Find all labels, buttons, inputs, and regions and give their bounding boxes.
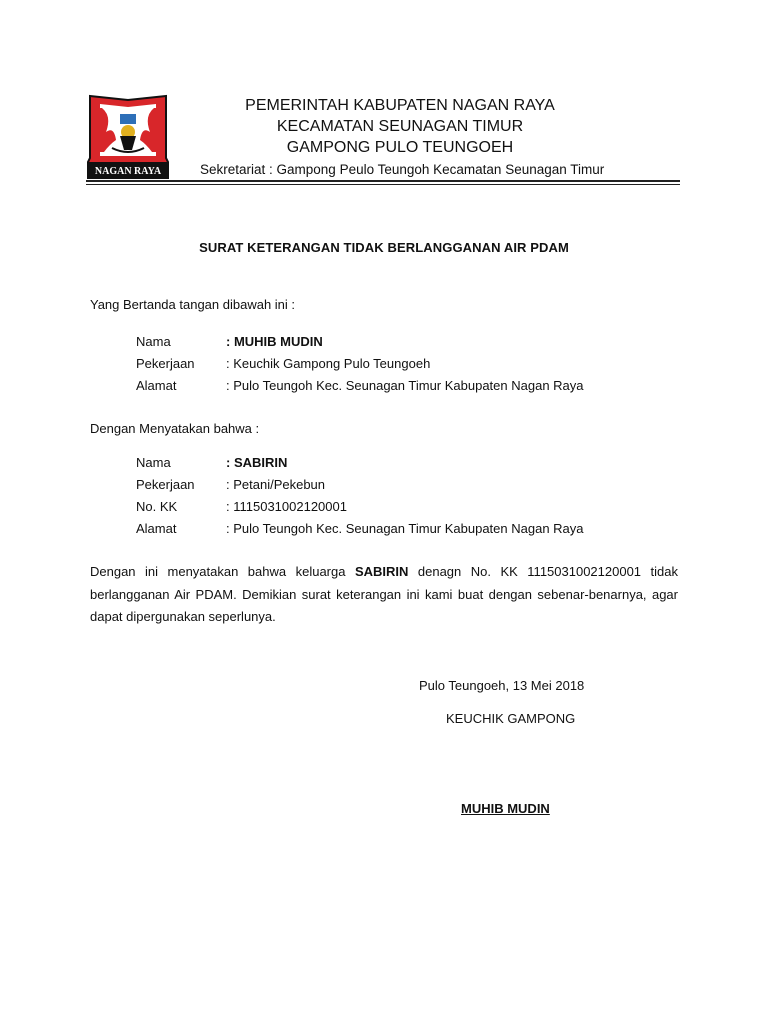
subject-name-value: : SABIRIN xyxy=(226,455,288,470)
subject-kk-value: : 1115031002120001 xyxy=(226,499,347,514)
signer-job-label: Pekerjaan xyxy=(136,356,195,371)
signer-job-value: : Keuchik Gampong Pulo Teungoeh xyxy=(226,356,431,371)
signer-address-value: : Pulo Teungoh Kec. Seunagan Timur Kabupaten Nagan Raya xyxy=(226,378,584,393)
letterhead-village: GAMPONG PULO TEUNGOEH xyxy=(286,139,514,156)
letterhead-district: KECAMATAN SEUNAGAN TIMUR xyxy=(276,118,524,135)
signer-address-label: Alamat xyxy=(136,378,177,393)
subject-kk-label: No. KK xyxy=(136,499,178,514)
nagan-raya-emblem-icon xyxy=(84,92,172,180)
subject-address-value: : Pulo Teungoh Kec. Seunagan Timur Kabupaten Nagan Raya xyxy=(226,521,584,536)
body-text-part2: denagn No. KK 1115031002120001 tidak berlangganan Air PDAM. Demikian surat keterangan ini kami buat dengan sebenar-benarnya, agar dapat dipergunakan seperlunya. xyxy=(90,564,678,624)
signer-name-label: Nama xyxy=(136,334,171,349)
subject-address-label: Alamat xyxy=(136,521,177,536)
place-date: Pulo Teungoeh, 13 Mei 2018 xyxy=(419,678,585,693)
statement-intro: Dengan Menyatakan bahwa : xyxy=(90,421,260,436)
body-text-part1: Dengan ini menyatakan bahwa keluarga xyxy=(90,564,355,579)
body-paragraph xyxy=(90,561,678,629)
signatory-name: MUHIB MUDIN xyxy=(461,801,550,816)
signer-name-value: : MUHIB MUDIN xyxy=(226,334,323,349)
letterhead-government: PEMERINTAH KABUPATEN NAGAN RAYA xyxy=(245,97,555,114)
letterhead-secretariat: Sekretariat : Gampong Peulo Teungoh Kecamatan Seunagan Timur xyxy=(200,162,605,177)
body-subject-name: SABIRIN xyxy=(354,564,409,579)
letterhead-rule-thick xyxy=(86,180,680,182)
document-title: SURAT KETERANGAN TIDAK BERLANGGANAN AIR PDAM xyxy=(199,240,569,255)
intro-text: Yang Bertanda tangan dibawah ini : xyxy=(90,297,296,312)
letterhead-rule-thin xyxy=(86,184,680,185)
subject-name-label: Nama xyxy=(136,455,171,470)
subject-job-value: : Petani/Pekebun xyxy=(226,477,326,492)
nagan-raya-logo xyxy=(84,92,172,180)
signatory-position: KEUCHIK GAMPONG xyxy=(446,711,576,726)
subject-job-label: Pekerjaan xyxy=(136,477,195,492)
logo-label: NAGAN RAYA xyxy=(94,166,162,177)
